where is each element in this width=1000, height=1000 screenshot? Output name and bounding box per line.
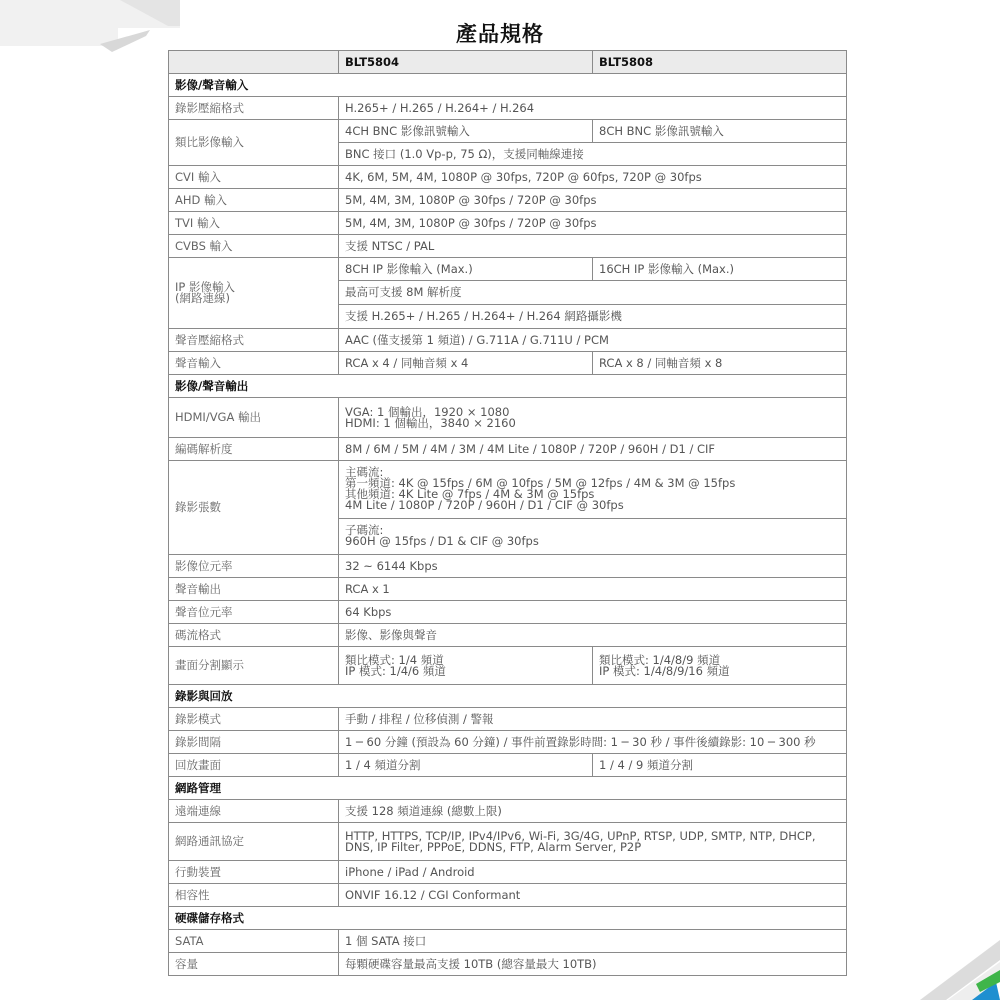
row-value: 32 ~ 6144 Kbps	[339, 555, 847, 578]
row-label: 網路通訊協定	[169, 823, 339, 861]
table-row	[169, 120, 847, 143]
table-row	[169, 235, 847, 258]
row-value: 4K, 6M, 5M, 4M, 1080P @ 30fps, 720P @ 60fps, 720P @ 30fps	[339, 166, 847, 189]
row-label: 聲音位元率	[169, 601, 339, 624]
row-value: HTTP, HTTPS, TCP/IP, IPv4/IPv6, Wi-Fi, 3G/4G, UPnP, RTSP, UDP, SMTP, NTP, DHCP, DNS, IP Filter, PPPoE, DDNS, FTP, Alarm Server, P2P	[339, 823, 847, 861]
row-value: RCA x 4 / 同軸音頻 x 4	[339, 352, 593, 375]
table-row	[169, 601, 847, 624]
row-label: 聲音壓縮格式	[169, 329, 339, 352]
table-row	[169, 555, 847, 578]
row-label: CVI 輸入	[169, 166, 339, 189]
table-row	[169, 861, 847, 884]
section-title: 影像/聲音輸入	[169, 74, 339, 97]
row-label: 遠端連線	[169, 800, 339, 823]
section-row	[169, 74, 847, 97]
table-row	[169, 352, 847, 375]
row-value: 8M / 6M / 5M / 4M / 3M / 4M Lite / 1080P / 720P / 960H / D1 / CIF	[339, 438, 847, 461]
table-row	[169, 823, 847, 861]
row-label: 類比影像輸入	[169, 120, 339, 166]
row-value: 最高可支援 8M 解析度	[339, 281, 847, 305]
row-label: 相容性	[169, 884, 339, 907]
row-label: 畫面分割顯示	[169, 647, 339, 685]
row-value: 支援 H.265+ / H.265 / H.264+ / H.264 網路攝影機	[339, 305, 847, 329]
section-title: 影像/聲音輸出	[169, 375, 339, 398]
row-label: 聲音輸入	[169, 352, 339, 375]
row-label: 錄影張數	[169, 461, 339, 555]
row-label: CVBS 輸入	[169, 235, 339, 258]
row-label: AHD 輸入	[169, 189, 339, 212]
row-label: IP 影像輸入 (網路連線)	[169, 258, 339, 329]
header-blank	[169, 51, 339, 74]
section-row	[169, 907, 847, 930]
row-label: 影像位元率	[169, 555, 339, 578]
section-row	[169, 375, 847, 398]
row-value: 支援 128 頻道連線 (總數上限)	[339, 800, 847, 823]
row-value: 1 / 4 頻道分割	[339, 754, 593, 777]
table-header-row	[169, 51, 847, 74]
row-label: 編碼解析度	[169, 438, 339, 461]
row-label: 碼流格式	[169, 624, 339, 647]
brand-stripe-decoration	[860, 910, 1000, 1000]
row-label: 容量	[169, 953, 339, 976]
row-value: 16CH IP 影像輸入 (Max.)	[593, 258, 847, 281]
row-value: VGA: 1 個輸出，1920 × 1080 HDMI: 1 個輸出，3840 × 2160	[339, 398, 847, 438]
spec-table	[168, 50, 847, 976]
row-value: 1 個 SATA 接口	[339, 930, 847, 953]
table-row	[169, 97, 847, 120]
row-value: RCA x 1	[339, 578, 847, 601]
row-value: 支援 NTSC / PAL	[339, 235, 847, 258]
table-row	[169, 953, 847, 976]
row-value: iPhone / iPad / Android	[339, 861, 847, 884]
row-value: RCA x 8 / 同軸音頻 x 8	[593, 352, 847, 375]
row-label: 回放畫面	[169, 754, 339, 777]
row-value: H.265+ / H.265 / H.264+ / H.264	[339, 97, 847, 120]
row-label: TVI 輸入	[169, 212, 339, 235]
table-row	[169, 461, 847, 519]
row-value: 8CH IP 影像輸入 (Max.)	[339, 258, 593, 281]
row-value: 5M, 4M, 3M, 1080P @ 30fps / 720P @ 30fps	[339, 189, 847, 212]
row-label: 錄影間隔	[169, 731, 339, 754]
table-row	[169, 708, 847, 731]
header-model-1: BLT5804	[339, 51, 593, 74]
row-value: 類比模式: 1/4 頻道 IP 模式: 1/4/6 頻道	[339, 647, 593, 685]
row-value: 手動 / 排程 / 位移偵測 / 警報	[339, 708, 847, 731]
table-row	[169, 258, 847, 281]
table-row	[169, 800, 847, 823]
row-value: 類比模式: 1/4/8/9 頻道 IP 模式: 1/4/8/9/16 頻道	[593, 647, 847, 685]
row-value: 4CH BNC 影像訊號輸入	[339, 120, 593, 143]
row-value: 子碼流: 960H @ 15fps / D1 & CIF @ 30fps	[339, 518, 847, 554]
table-row	[169, 884, 847, 907]
page-title: 產品規格	[456, 22, 544, 46]
section-row	[169, 685, 847, 708]
row-label: 錄影模式	[169, 708, 339, 731]
row-value: ONVIF 16.12 / CGI Conformant	[339, 884, 847, 907]
table-row	[169, 212, 847, 235]
table-row	[169, 329, 847, 352]
table-row	[169, 624, 847, 647]
row-value: 1 ─ 60 分鐘 (預設為 60 分鐘) / 事件前置錄影時間: 1 ─ 30 秒 / 事件後續錄影: 10 ─ 300 秒	[339, 731, 847, 754]
header-model-2: BLT5808	[593, 51, 847, 74]
row-label: 聲音輸出	[169, 578, 339, 601]
table-row	[169, 578, 847, 601]
row-value: BNC 接口 (1.0 Vp-p, 75 Ω)，支援同軸線連接	[339, 143, 847, 166]
section-row	[169, 777, 847, 800]
table-row	[169, 166, 847, 189]
table-row	[169, 930, 847, 953]
table-row	[169, 731, 847, 754]
section-title: 網路管理	[169, 777, 339, 800]
table-row	[169, 647, 847, 685]
row-value: AAC (僅支援第 1 頻道) / G.711A / G.711U / PCM	[339, 329, 847, 352]
table-row	[169, 438, 847, 461]
table-row	[169, 754, 847, 777]
table-row	[169, 398, 847, 438]
row-value: 每顆硬碟容量最高支援 10TB (總容量最大 10TB)	[339, 953, 847, 976]
row-value: 1 / 4 / 9 頻道分割	[593, 754, 847, 777]
row-value: 64 Kbps	[339, 601, 847, 624]
row-value: 主碼流: 第一頻道: 4K @ 15fps / 6M @ 10fps / 5M @ 12fps / 4M & 3M @ 15fps 其他頻道: 4K Lite @ 7fps / 4M & 3M @ 15fps 4M Lite / 1080P / 720P / 960H / D1 / CIF @ 30fps	[339, 461, 847, 519]
row-label: SATA	[169, 930, 339, 953]
row-label: 錄影壓縮格式	[169, 97, 339, 120]
section-title: 錄影與回放	[169, 685, 339, 708]
row-value: 5M, 4M, 3M, 1080P @ 30fps / 720P @ 30fps	[339, 212, 847, 235]
row-value: 影像、影像與聲音	[339, 624, 847, 647]
row-value: 8CH BNC 影像訊號輸入	[593, 120, 847, 143]
row-label: HDMI/VGA 輸出	[169, 398, 339, 438]
section-title: 硬碟儲存格式	[169, 907, 339, 930]
row-label: 行動裝置	[169, 861, 339, 884]
table-row	[169, 189, 847, 212]
